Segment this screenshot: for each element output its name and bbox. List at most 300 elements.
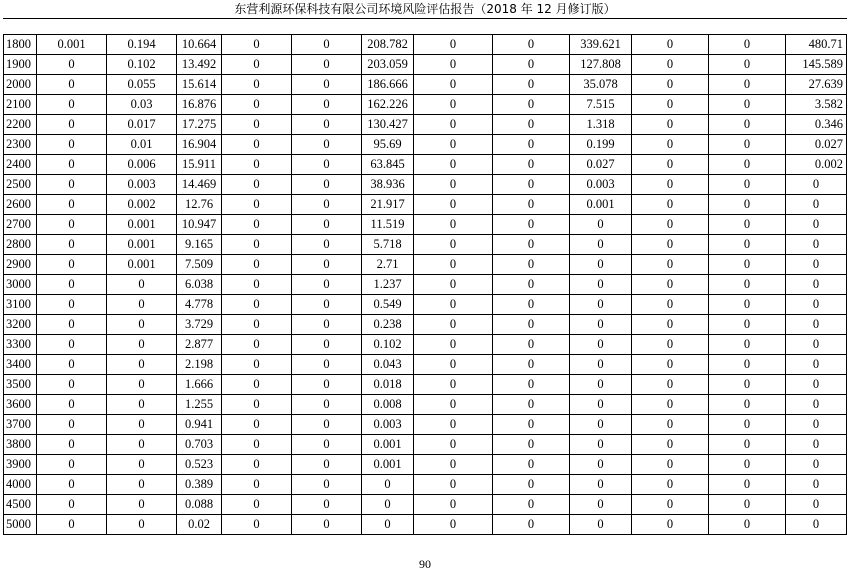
value-cell: 0: [222, 95, 292, 115]
value-cell: 0: [709, 275, 786, 295]
distance-cell: 2700: [4, 215, 37, 235]
value-cell: 0: [493, 195, 570, 215]
value-cell: 0: [709, 75, 786, 95]
value-cell: 0: [786, 295, 847, 315]
value-cell: 0: [292, 395, 362, 415]
value-cell: 0: [786, 215, 847, 235]
value-cell: 0: [292, 355, 362, 375]
distance-cell: 2300: [4, 135, 37, 155]
value-cell: 0: [493, 175, 570, 195]
value-cell: 0: [570, 375, 632, 395]
value-cell: 0: [414, 115, 493, 135]
distance-cell: 2800: [4, 235, 37, 255]
value-cell: 0: [709, 355, 786, 375]
value-cell: 0: [570, 255, 632, 275]
value-cell: 0.043: [362, 355, 414, 375]
value-cell: 0: [292, 275, 362, 295]
value-cell: 0.008: [362, 395, 414, 415]
value-cell: 0: [107, 515, 177, 535]
value-cell: 0: [37, 115, 107, 135]
value-cell: 0.017: [107, 115, 177, 135]
table-row: [4, 215, 847, 235]
value-cell: 0.346: [786, 115, 847, 135]
value-cell: 0: [222, 275, 292, 295]
value-cell: 0: [786, 235, 847, 255]
value-cell: 0: [292, 435, 362, 455]
value-cell: 0: [709, 415, 786, 435]
value-cell: 0.027: [786, 135, 847, 155]
value-cell: 0.389: [177, 475, 222, 495]
value-cell: 0: [709, 195, 786, 215]
table-row: [4, 255, 847, 275]
value-cell: 0: [37, 155, 107, 175]
value-cell: 0.006: [107, 155, 177, 175]
value-cell: 0: [362, 515, 414, 535]
value-cell: 0: [786, 375, 847, 395]
value-cell: 0: [292, 455, 362, 475]
value-cell: 0: [786, 495, 847, 515]
value-cell: 0: [222, 435, 292, 455]
value-cell: 0: [414, 415, 493, 435]
value-cell: 0.001: [107, 235, 177, 255]
value-cell: 1.666: [177, 375, 222, 395]
value-cell: 0: [632, 375, 709, 395]
table-row: [4, 355, 847, 375]
value-cell: 0: [786, 275, 847, 295]
value-cell: 127.808: [570, 55, 632, 75]
table-row: [4, 395, 847, 415]
table-row: [4, 55, 847, 75]
value-cell: 0: [414, 435, 493, 455]
value-cell: 0: [292, 175, 362, 195]
value-cell: 0: [292, 315, 362, 335]
value-cell: 0: [632, 415, 709, 435]
value-cell: 0.002: [107, 195, 177, 215]
table-row: [4, 155, 847, 175]
value-cell: 0: [570, 215, 632, 235]
value-cell: 0: [632, 335, 709, 355]
value-cell: 0: [709, 455, 786, 475]
value-cell: 0: [37, 295, 107, 315]
value-cell: 95.69: [362, 135, 414, 155]
value-cell: 0: [107, 475, 177, 495]
table-row: [4, 95, 847, 115]
value-cell: 0: [362, 475, 414, 495]
value-cell: 2.71: [362, 255, 414, 275]
value-cell: 0: [292, 115, 362, 135]
value-cell: 0: [292, 415, 362, 435]
value-cell: 0: [632, 395, 709, 415]
value-cell: 0.238: [362, 315, 414, 335]
value-cell: 0: [493, 475, 570, 495]
value-cell: 0: [493, 155, 570, 175]
value-cell: 0.199: [570, 135, 632, 155]
table-row: [4, 275, 847, 295]
table-row: [4, 415, 847, 435]
value-cell: 0: [632, 195, 709, 215]
value-cell: 0.01: [107, 135, 177, 155]
distance-cell: 2500: [4, 175, 37, 195]
value-cell: 0: [786, 455, 847, 475]
value-cell: 0: [292, 255, 362, 275]
value-cell: 0: [292, 55, 362, 75]
value-cell: 0: [786, 315, 847, 335]
value-cell: 0: [632, 135, 709, 155]
table-row: [4, 135, 847, 155]
value-cell: 0.002: [786, 155, 847, 175]
value-cell: 0: [37, 455, 107, 475]
value-cell: 0: [37, 315, 107, 335]
value-cell: 0: [709, 375, 786, 395]
value-cell: 0: [222, 495, 292, 515]
value-cell: 0: [493, 235, 570, 255]
value-cell: 0: [414, 75, 493, 95]
value-cell: 0.001: [107, 255, 177, 275]
value-cell: 0.703: [177, 435, 222, 455]
value-cell: 0: [786, 475, 847, 495]
value-cell: 0: [709, 515, 786, 535]
value-cell: 0: [222, 295, 292, 315]
value-cell: 0: [222, 155, 292, 175]
value-cell: 0: [493, 375, 570, 395]
distance-cell: 3400: [4, 355, 37, 375]
distance-cell: 3800: [4, 435, 37, 455]
value-cell: 0: [222, 255, 292, 275]
value-cell: 14.469: [177, 175, 222, 195]
value-cell: 0: [107, 435, 177, 455]
value-cell: 0: [414, 515, 493, 535]
value-cell: 0: [292, 35, 362, 55]
distance-cell: 2900: [4, 255, 37, 275]
value-cell: 0: [37, 255, 107, 275]
value-cell: 0: [414, 375, 493, 395]
value-cell: 0: [222, 475, 292, 495]
value-cell: 0: [414, 315, 493, 335]
value-cell: 0: [414, 215, 493, 235]
value-cell: 480.71: [786, 35, 847, 55]
value-cell: 1.255: [177, 395, 222, 415]
value-cell: 15.911: [177, 155, 222, 175]
value-cell: 0: [786, 355, 847, 375]
value-cell: 16.876: [177, 95, 222, 115]
value-cell: 0: [709, 395, 786, 415]
distance-cell: 5000: [4, 515, 37, 535]
value-cell: 0: [222, 195, 292, 215]
value-cell: 0: [414, 195, 493, 215]
value-cell: 0: [632, 115, 709, 135]
value-cell: 0: [414, 475, 493, 495]
value-cell: 0: [414, 355, 493, 375]
value-cell: 0: [493, 55, 570, 75]
value-cell: 0: [493, 495, 570, 515]
value-cell: 208.782: [362, 35, 414, 55]
table-row: [4, 515, 847, 535]
value-cell: 0: [37, 235, 107, 255]
value-cell: 0: [37, 55, 107, 75]
value-cell: 6.038: [177, 275, 222, 295]
value-cell: 0: [786, 395, 847, 415]
value-cell: 0: [107, 455, 177, 475]
value-cell: 0: [709, 475, 786, 495]
value-cell: 0: [570, 455, 632, 475]
value-cell: 0: [37, 215, 107, 235]
value-cell: 0: [709, 95, 786, 115]
value-cell: 0: [709, 315, 786, 335]
distance-cell: 4000: [4, 475, 37, 495]
value-cell: 0.003: [570, 175, 632, 195]
value-cell: 0: [292, 195, 362, 215]
value-cell: 0: [107, 335, 177, 355]
value-cell: 3.582: [786, 95, 847, 115]
value-cell: 0: [632, 155, 709, 175]
distance-cell: 2000: [4, 75, 37, 95]
value-cell: 0.523: [177, 455, 222, 475]
value-cell: 0.003: [107, 175, 177, 195]
value-cell: 9.165: [177, 235, 222, 255]
value-cell: 1.237: [362, 275, 414, 295]
table-row: [4, 495, 847, 515]
value-cell: 38.936: [362, 175, 414, 195]
value-cell: 0: [107, 375, 177, 395]
value-cell: 4.778: [177, 295, 222, 315]
value-cell: 0: [414, 155, 493, 175]
value-cell: 0: [414, 395, 493, 415]
value-cell: 0: [493, 255, 570, 275]
value-cell: 0.001: [107, 215, 177, 235]
value-cell: 0: [107, 415, 177, 435]
value-cell: 0: [709, 135, 786, 155]
value-cell: 0: [709, 55, 786, 75]
value-cell: 0: [222, 35, 292, 55]
header-title: 东营利源环保科技有限公司环境风险评估报告（2018 年 12 月修订版）: [234, 2, 616, 16]
value-cell: 0: [493, 455, 570, 475]
value-cell: 203.059: [362, 55, 414, 75]
value-cell: 0: [222, 395, 292, 415]
value-cell: 0: [570, 355, 632, 375]
value-cell: 0: [632, 55, 709, 75]
value-cell: 0: [493, 515, 570, 535]
value-cell: 0: [414, 55, 493, 75]
value-cell: 0: [292, 75, 362, 95]
value-cell: 0: [107, 495, 177, 515]
value-cell: 0: [414, 335, 493, 355]
value-cell: 0: [414, 255, 493, 275]
distance-cell: 3900: [4, 455, 37, 475]
value-cell: 1.318: [570, 115, 632, 135]
value-cell: 3.729: [177, 315, 222, 335]
value-cell: 0.549: [362, 295, 414, 315]
value-cell: 0.941: [177, 415, 222, 435]
table-row: [4, 35, 847, 55]
value-cell: 0: [632, 275, 709, 295]
value-cell: 0: [292, 495, 362, 515]
value-cell: 0: [292, 95, 362, 115]
table-row: [4, 235, 847, 255]
distance-cell: 3200: [4, 315, 37, 335]
value-cell: 0: [493, 415, 570, 435]
value-cell: 0.194: [107, 35, 177, 55]
value-cell: 0: [786, 415, 847, 435]
value-cell: 0: [292, 515, 362, 535]
value-cell: 0: [632, 455, 709, 475]
value-cell: 0: [222, 315, 292, 335]
value-cell: 0: [786, 515, 847, 535]
value-cell: 0: [632, 255, 709, 275]
value-cell: 0: [292, 155, 362, 175]
value-cell: 0: [709, 155, 786, 175]
value-cell: 130.427: [362, 115, 414, 135]
value-cell: 0: [292, 335, 362, 355]
value-cell: 0: [786, 435, 847, 455]
value-cell: 0.001: [362, 455, 414, 475]
value-cell: 0: [222, 75, 292, 95]
table-row: [4, 315, 847, 335]
value-cell: 0: [292, 375, 362, 395]
value-cell: 15.614: [177, 75, 222, 95]
value-cell: 0: [37, 335, 107, 355]
value-cell: 0: [570, 475, 632, 495]
value-cell: 0: [292, 475, 362, 495]
value-cell: 0: [570, 395, 632, 415]
value-cell: 0: [786, 255, 847, 275]
value-cell: 0: [570, 415, 632, 435]
table-row: [4, 475, 847, 495]
value-cell: 0: [632, 515, 709, 535]
value-cell: 0: [37, 515, 107, 535]
table-row: [4, 75, 847, 95]
value-cell: 0: [414, 135, 493, 155]
value-cell: 0: [570, 235, 632, 255]
value-cell: 0.003: [362, 415, 414, 435]
value-cell: 0: [709, 215, 786, 235]
value-cell: 0: [37, 415, 107, 435]
value-cell: 0: [709, 335, 786, 355]
table-row: [4, 175, 847, 195]
value-cell: 0: [37, 195, 107, 215]
value-cell: 0: [414, 495, 493, 515]
value-cell: 0: [222, 55, 292, 75]
value-cell: 0: [709, 35, 786, 55]
table-row: [4, 195, 847, 215]
value-cell: 0: [786, 175, 847, 195]
value-cell: 0: [709, 235, 786, 255]
value-cell: 0: [709, 175, 786, 195]
table-row: [4, 335, 847, 355]
table-row: [4, 375, 847, 395]
value-cell: 2.877: [177, 335, 222, 355]
value-cell: 0: [493, 315, 570, 335]
value-cell: 0.001: [570, 195, 632, 215]
table-row: [4, 435, 847, 455]
value-cell: 0: [37, 475, 107, 495]
value-cell: 0: [493, 275, 570, 295]
value-cell: 0: [37, 355, 107, 375]
value-cell: 0.102: [107, 55, 177, 75]
value-cell: 0: [570, 435, 632, 455]
value-cell: 0: [493, 395, 570, 415]
value-cell: 0: [493, 335, 570, 355]
value-cell: 0: [493, 295, 570, 315]
value-cell: 0: [786, 195, 847, 215]
value-cell: 0: [493, 435, 570, 455]
value-cell: 63.845: [362, 155, 414, 175]
value-cell: 0: [493, 115, 570, 135]
value-cell: 0: [37, 495, 107, 515]
table-row: [4, 295, 847, 315]
distance-cell: 2600: [4, 195, 37, 215]
distance-cell: 1900: [4, 55, 37, 75]
table-row: [4, 455, 847, 475]
value-cell: 0: [107, 275, 177, 295]
value-cell: 0: [632, 95, 709, 115]
value-cell: 0: [493, 95, 570, 115]
value-cell: 0: [570, 335, 632, 355]
value-cell: 0: [292, 295, 362, 315]
value-cell: 0.027: [570, 155, 632, 175]
table-row: [4, 115, 847, 135]
value-cell: 0: [414, 35, 493, 55]
value-cell: 0: [222, 355, 292, 375]
value-cell: 0: [632, 215, 709, 235]
value-cell: 2.198: [177, 355, 222, 375]
value-cell: 0: [37, 135, 107, 155]
value-cell: 0: [362, 495, 414, 515]
value-cell: 5.718: [362, 235, 414, 255]
value-cell: 0: [414, 95, 493, 115]
value-cell: 0: [632, 35, 709, 55]
distance-cell: 3100: [4, 295, 37, 315]
value-cell: 0: [222, 375, 292, 395]
value-cell: 0: [222, 415, 292, 435]
value-cell: 0: [786, 335, 847, 355]
value-cell: 0: [414, 175, 493, 195]
value-cell: 7.515: [570, 95, 632, 115]
distance-cell: 3600: [4, 395, 37, 415]
value-cell: 0: [37, 435, 107, 455]
value-cell: 0: [222, 335, 292, 355]
distance-cell: 3300: [4, 335, 37, 355]
value-cell: 0: [37, 395, 107, 415]
value-cell: 17.275: [177, 115, 222, 135]
value-cell: 0: [37, 95, 107, 115]
value-cell: 0: [37, 375, 107, 395]
value-cell: 0: [414, 275, 493, 295]
distance-cell: 2200: [4, 115, 37, 135]
value-cell: 0: [107, 315, 177, 335]
value-cell: 0: [414, 235, 493, 255]
distance-cell: 2100: [4, 95, 37, 115]
value-cell: 0: [222, 175, 292, 195]
value-cell: 0: [37, 275, 107, 295]
value-cell: 0: [222, 135, 292, 155]
value-cell: 11.519: [362, 215, 414, 235]
value-cell: 0: [632, 495, 709, 515]
value-cell: 7.509: [177, 255, 222, 275]
value-cell: 0: [632, 435, 709, 455]
value-cell: 0: [222, 235, 292, 255]
value-cell: 339.621: [570, 35, 632, 55]
value-cell: 0: [709, 295, 786, 315]
value-cell: 0.088: [177, 495, 222, 515]
value-cell: 0.018: [362, 375, 414, 395]
value-cell: 0: [222, 515, 292, 535]
value-cell: 0: [107, 355, 177, 375]
value-cell: 0: [570, 275, 632, 295]
value-cell: 0.001: [362, 435, 414, 455]
value-cell: 0: [632, 235, 709, 255]
header-rule: [3, 18, 847, 19]
value-cell: 0: [632, 175, 709, 195]
